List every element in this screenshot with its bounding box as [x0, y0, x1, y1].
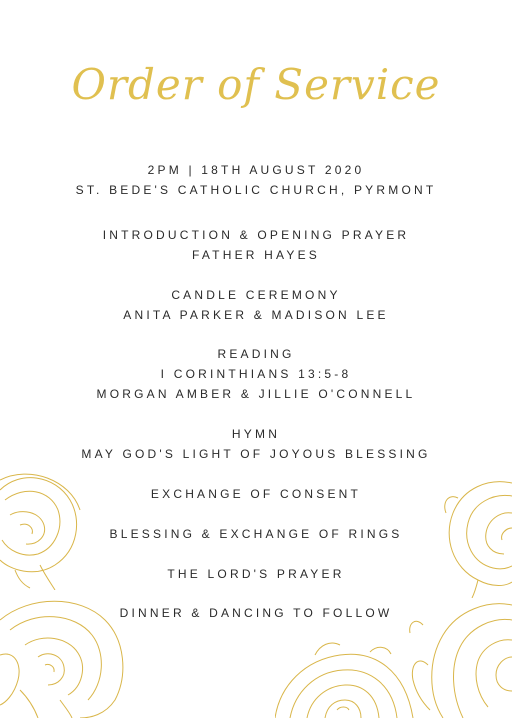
program-item-detail: ANITA PARKER & MADISON LEE	[123, 308, 389, 322]
program-item-title: EXCHANGE OF CONSENT	[150, 487, 362, 501]
peony-bottom-middle-illustration	[275, 640, 415, 718]
program-item-title: HYMN	[231, 427, 281, 441]
program-item-title: BLESSING & EXCHANGE OF RINGS	[109, 527, 403, 541]
service-datetime: 2PM | 18TH AUGUST 2020	[147, 163, 365, 177]
program-item-title: READING	[217, 347, 295, 361]
program-item-title: CANDLE CEREMONY	[171, 288, 341, 302]
program-item-title: DINNER & DANCING TO FOLLOW	[119, 606, 393, 620]
program-item-detail: I CORINTHIANS 13:5-8	[160, 367, 352, 381]
program-item-title: THE LORD'S PRAYER	[167, 567, 345, 581]
program-item-detail: FATHER HAYES	[192, 248, 320, 262]
program-item-title: INTRODUCTION & OPENING PRAYER	[102, 228, 410, 242]
service-venue: ST. BEDE'S CATHOLIC CHURCH, PYRMONT	[75, 183, 437, 197]
page-title: Order of Service	[71, 60, 441, 109]
program-item-detail: MAY GOD'S LIGHT OF JOYOUS BLESSING	[81, 447, 431, 461]
program-item-detail: MORGAN AMBER & JILLIE O'CONNELL	[96, 387, 416, 401]
